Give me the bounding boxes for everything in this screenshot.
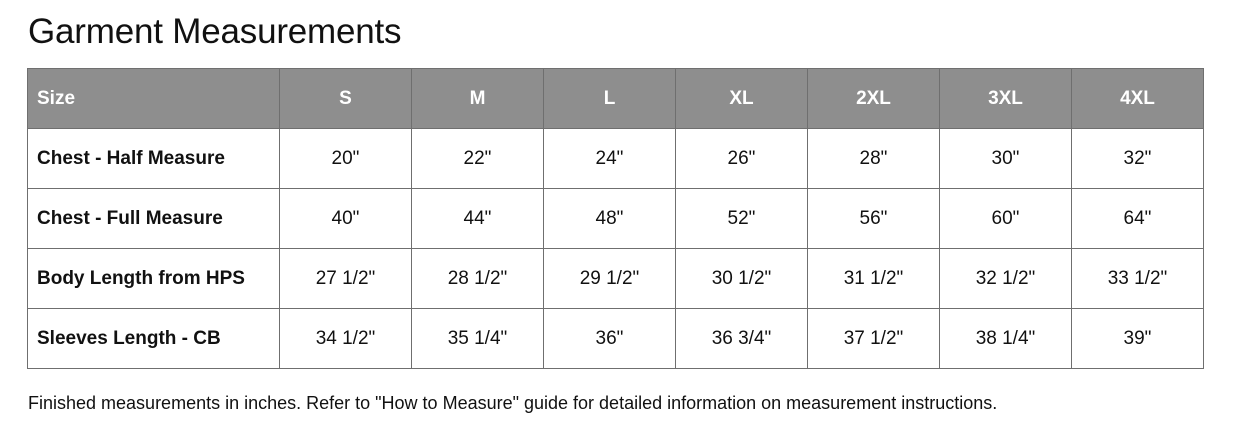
table-cell: 28" <box>808 129 940 189</box>
table-cell: 27 1/2" <box>280 249 412 309</box>
table-cell: 60" <box>940 189 1072 249</box>
table-cell: 31 1/2" <box>808 249 940 309</box>
table-cell: 20" <box>280 129 412 189</box>
header-cell: 2XL <box>808 69 940 129</box>
table-cell: 35 1/4" <box>412 309 544 369</box>
footnote: Finished measurements in inches. Refer to "How to Measure" guide for detailed information on measurement instructions. <box>28 393 998 413</box>
header-cell: XL <box>676 69 808 129</box>
table-cell: 52" <box>676 189 808 249</box>
table-cell: 29 1/2" <box>544 249 676 309</box>
table-cell: 39" <box>1072 309 1204 369</box>
size-chart-table <box>27 68 1204 369</box>
table-cell: 22" <box>412 129 544 189</box>
table-cell: 56" <box>808 189 940 249</box>
table-cell: 34 1/2" <box>280 309 412 369</box>
row-label: Body Length from HPS <box>28 249 280 309</box>
table-row <box>28 189 1204 249</box>
table-cell: 64" <box>1072 189 1204 249</box>
table-cell: 24" <box>544 129 676 189</box>
header-cell-size: Size <box>28 69 280 129</box>
header-cell: S <box>280 69 412 129</box>
header-cell: M <box>412 69 544 129</box>
table-cell: 30" <box>940 129 1072 189</box>
row-label: Chest - Full Measure <box>28 189 280 249</box>
header-cell: 4XL <box>1072 69 1204 129</box>
table-row <box>28 249 1204 309</box>
table-cell: 33 1/2" <box>1072 249 1204 309</box>
table-header-row <box>28 69 1204 129</box>
table-cell: 26" <box>676 129 808 189</box>
table-row <box>28 309 1204 369</box>
table-cell: 36 3/4" <box>676 309 808 369</box>
table-cell: 44" <box>412 189 544 249</box>
table-cell: 30 1/2" <box>676 249 808 309</box>
header-cell: 3XL <box>940 69 1072 129</box>
page-title: Garment Measurements <box>28 12 402 51</box>
table-cell: 32" <box>1072 129 1204 189</box>
table-row <box>28 129 1204 189</box>
row-label: Sleeves Length - CB <box>28 309 280 369</box>
table-cell: 40" <box>280 189 412 249</box>
table-cell: 38 1/4" <box>940 309 1072 369</box>
row-label: Chest - Half Measure <box>28 129 280 189</box>
table-cell: 37 1/2" <box>808 309 940 369</box>
table-cell: 48" <box>544 189 676 249</box>
table-cell: 36" <box>544 309 676 369</box>
table-cell: 32 1/2" <box>940 249 1072 309</box>
table-cell: 28 1/2" <box>412 249 544 309</box>
header-cell: L <box>544 69 676 129</box>
